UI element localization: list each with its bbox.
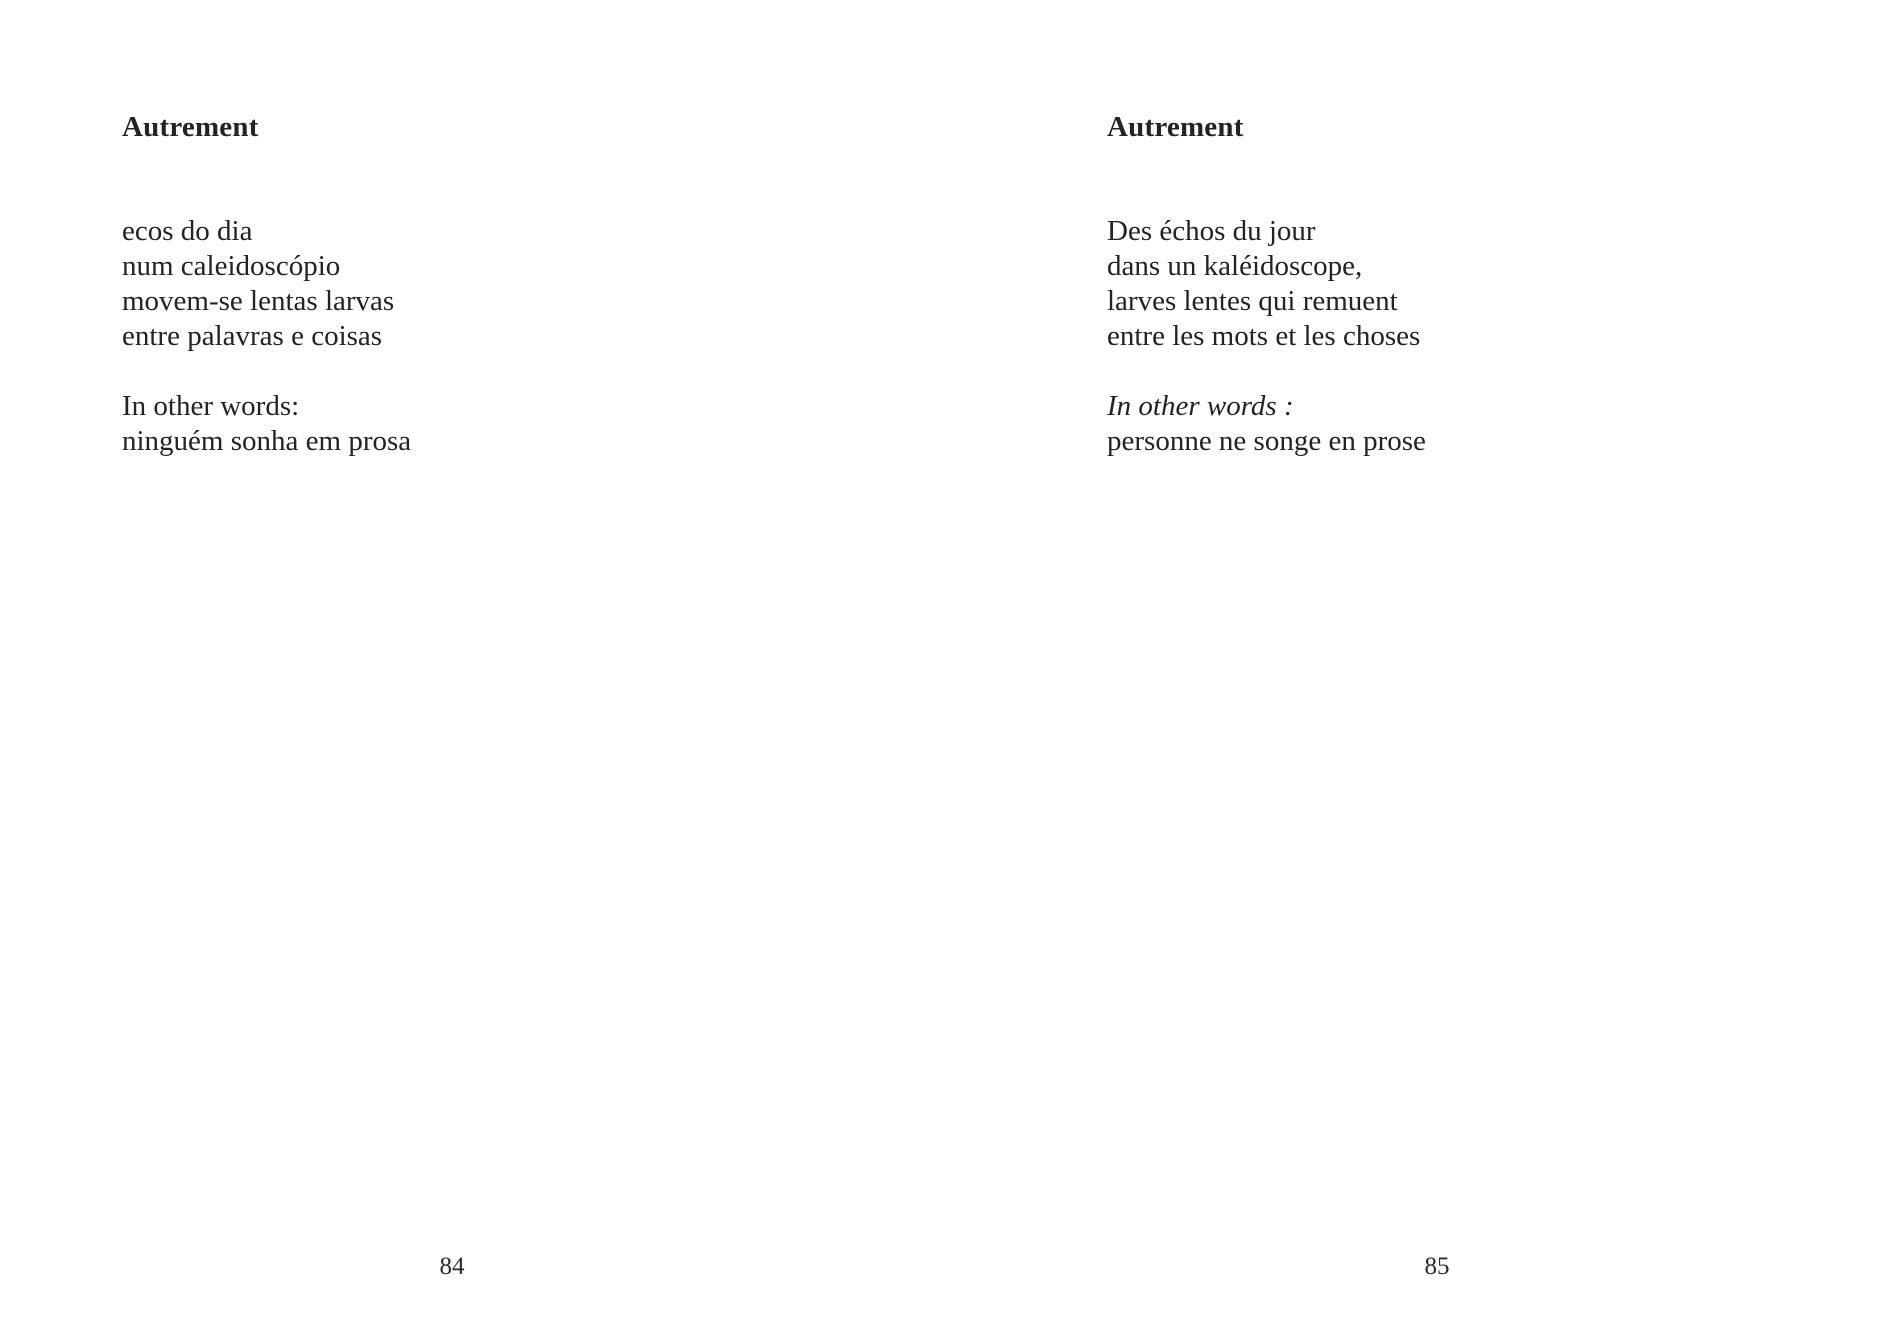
poem-right bbox=[1107, 214, 1426, 459]
stanza-2 bbox=[1107, 389, 1426, 459]
stanza-2 bbox=[122, 389, 411, 459]
page-number-right: 85 bbox=[1424, 1253, 1450, 1280]
poem-line: In other words : bbox=[1107, 390, 1294, 422]
poem-line: In other words: bbox=[122, 390, 300, 422]
poem-line: ninguém sonha em prosa bbox=[122, 425, 412, 457]
poem-left bbox=[122, 214, 411, 459]
poem-line: larves lentes qui remuent bbox=[1107, 285, 1398, 317]
poem-line: entre palavras e coisas bbox=[122, 320, 383, 352]
poem-line: personne ne songe en prose bbox=[1107, 425, 1426, 457]
stanza-1 bbox=[1107, 214, 1426, 354]
page-number-left: 84 bbox=[439, 1253, 465, 1280]
poem-title-right: Autrement bbox=[1107, 111, 1244, 143]
poem-line: entre les mots et les choses bbox=[1107, 320, 1421, 352]
poem-line: dans un kaléidoscope, bbox=[1107, 250, 1363, 282]
page-right bbox=[945, 0, 1890, 1339]
poem-line: Des échos du jour bbox=[1107, 215, 1316, 247]
poem-line: ecos do dia bbox=[122, 215, 253, 247]
poem-line: num caleidoscópio bbox=[122, 250, 341, 282]
stanza-1 bbox=[122, 214, 411, 354]
poem-line: movem-se lentas larvas bbox=[122, 285, 395, 317]
poem-title-left: Autrement bbox=[122, 111, 259, 143]
